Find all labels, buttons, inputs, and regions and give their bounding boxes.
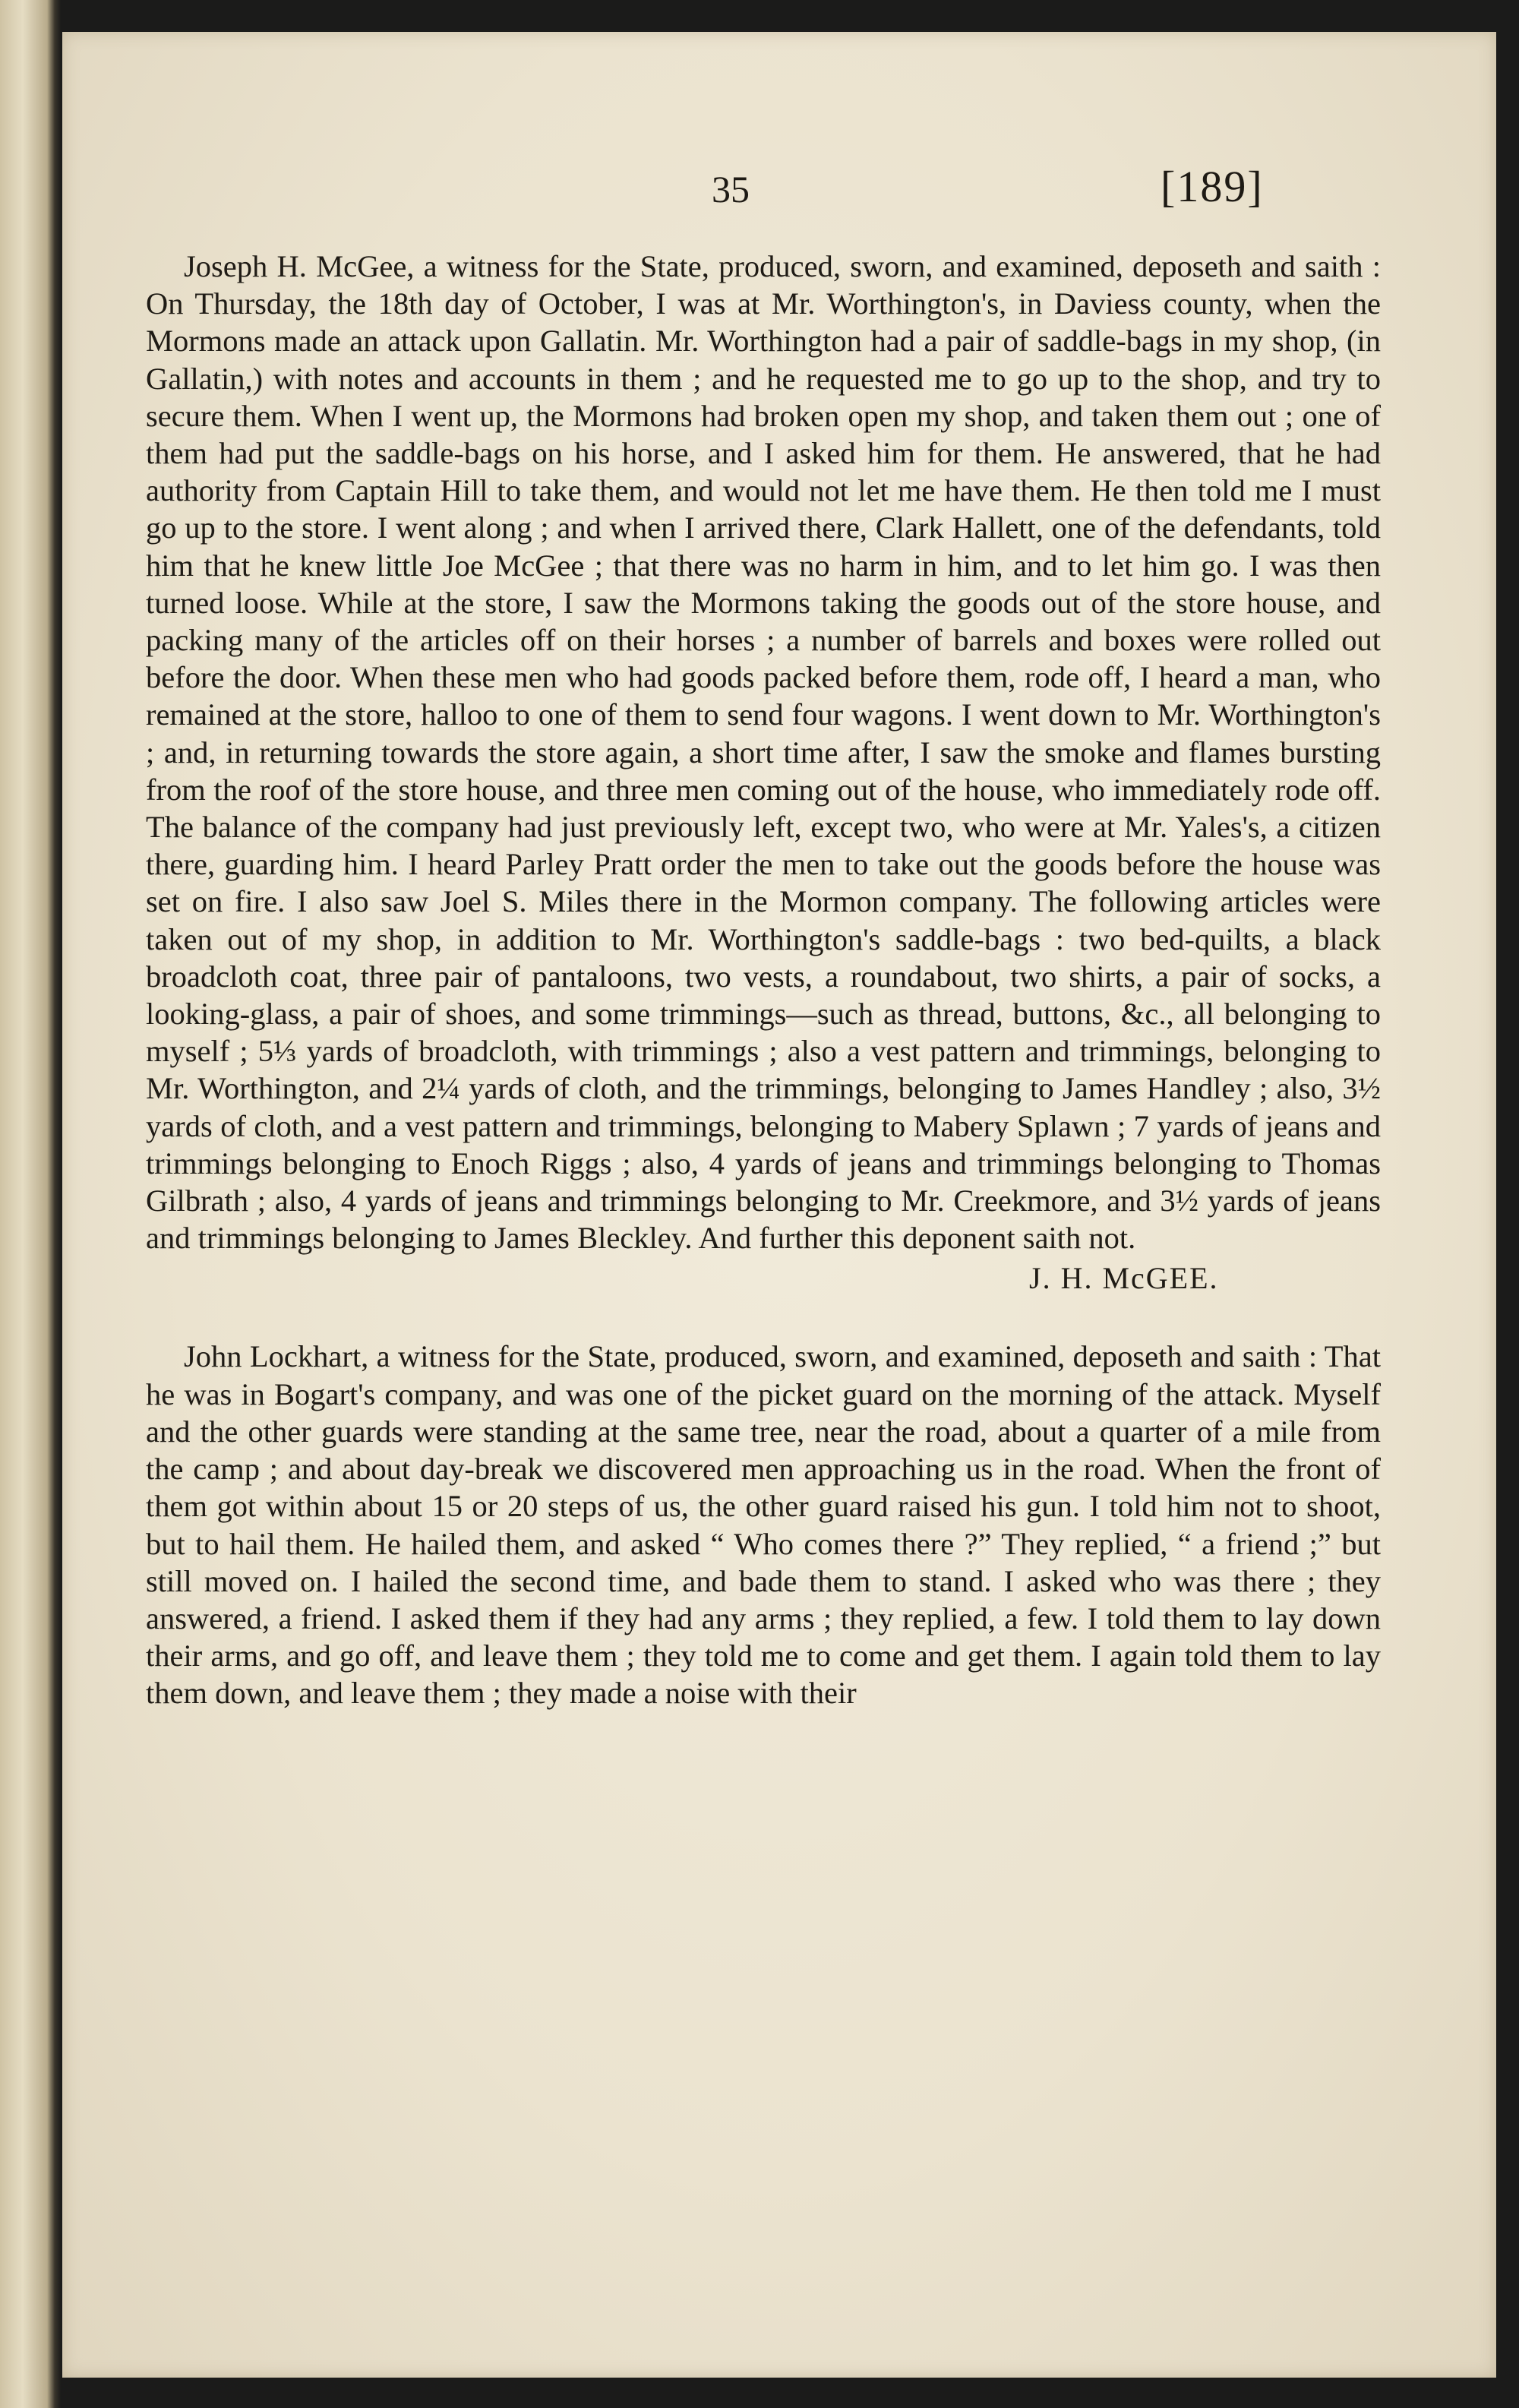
document-page xyxy=(62,32,1496,2378)
page-number: 35 xyxy=(712,168,750,210)
document-number: [189] xyxy=(1161,162,1264,211)
book-binding-edge xyxy=(0,0,61,2408)
body-text xyxy=(146,248,1381,1712)
testimony-paragraph-lockhart: John Lockhart, a witness for the State, produced, sworn, and examined, deposeth and saith : That he was in Bogart's company, and was one of the picket guard on the morning of the attack. Myself and the other guards were standing at the same tree, near the road, about a quarter of a mile from the camp ; and about day-break we discovered men approaching us in the road. When the front of them got within about 15 or 20 steps of us, the other guard raised his gun. I told him not to shoot, but to hail them. He hailed them, and asked “ Who comes there ?” They replied, “ a friend ;” but still moved on. I hailed the second time, and bade them to stand. I asked who was there ; they answered, a friend. I asked them if they had any arms ; they replied, a few. I told them to lay down their arms, and go off, and leave them ; they told me to come and get them. I again told them to lay them down, and leave them ; they made a noise with their xyxy=(146,1339,1381,1711)
testimony-paragraph-mcgee: Joseph H. McGee, a witness for the State, produced, sworn, and examined, deposeth and saith : On Thursday, the 18th day of October, I was at Mr. Worthington's, in Daviess county, when the Mormons made an attack upon Gallatin. Mr. Worthington had a pair of saddle-bags in my shop, (in Gallatin,) with notes and accounts in them ; and he requested me to go up to the shop, and try to secure them. When I went up, the Mormons had broken open my shop, and taken them out ; one of them had put the saddle-bags on his horse, and I asked him for them. He answered, that he had authority from Captain Hill to take them, and would not let me have them. He then told me I must go up to the store. I went along ; and when I arrived there, Clark Hallett, one of the defendants, told him that he knew little Joe McGee ; that there was no harm in him, and to let him go. I was then turned loose. While at the store, I saw the Mormons taking the goods out of the store house, and packing many of the articles off on their horses ; a number of barrels and boxes were rolled out before the door. When these men who had goods packed before them, rode off, I heard a man, who remained at the store, halloo to one of them to send four wagons. I went down to Mr. Worthington's ; and, in returning towards the store again, a short time after, I saw the smoke and flames bursting from the roof of the store house, and three men coming out of the house, who immediately rode off. The balance of the company had just previously left, except two, who were at Mr. Yales's, a citizen there, guarding him. I heard Parley Pratt order the men to take out the goods before the house was set on fire. I also saw Joel S. Miles there in the Mormon company. The following articles were taken out of my shop, in addition to Mr. Worthington's saddle-bags : two bed-quilts, a black broadcloth coat, three pair of pantaloons, two vests, a roundabout, two shirts, a pair of socks, a looking-glass, a pair of shoes, and some trimmings—such as thread, buttons, &c., all belonging to myself ; 5⅓ yards of broadcloth, with trimmings ; also a vest pattern and trimmings, belonging to Mr. Worthington, and 2¼ yards of cloth, and the trimmings, belonging to James Handley ; also, 3½ yards of cloth, and a vest pattern and trimmings, belonging to Mabery Splawn ; 7 yards of jeans and trimmings belonging to Enoch Riggs ; also, 4 yards of jeans and trimmings belonging to Thomas Gilbrath ; also, 4 yards of jeans and trimmings belonging to Mr. Creekmore, and 3½ yards of jeans and trimmings belonging to James Bleckley. And further this deponent saith not. xyxy=(146,249,1381,1256)
signature: J. H. McGEE. xyxy=(1029,1261,1219,1296)
